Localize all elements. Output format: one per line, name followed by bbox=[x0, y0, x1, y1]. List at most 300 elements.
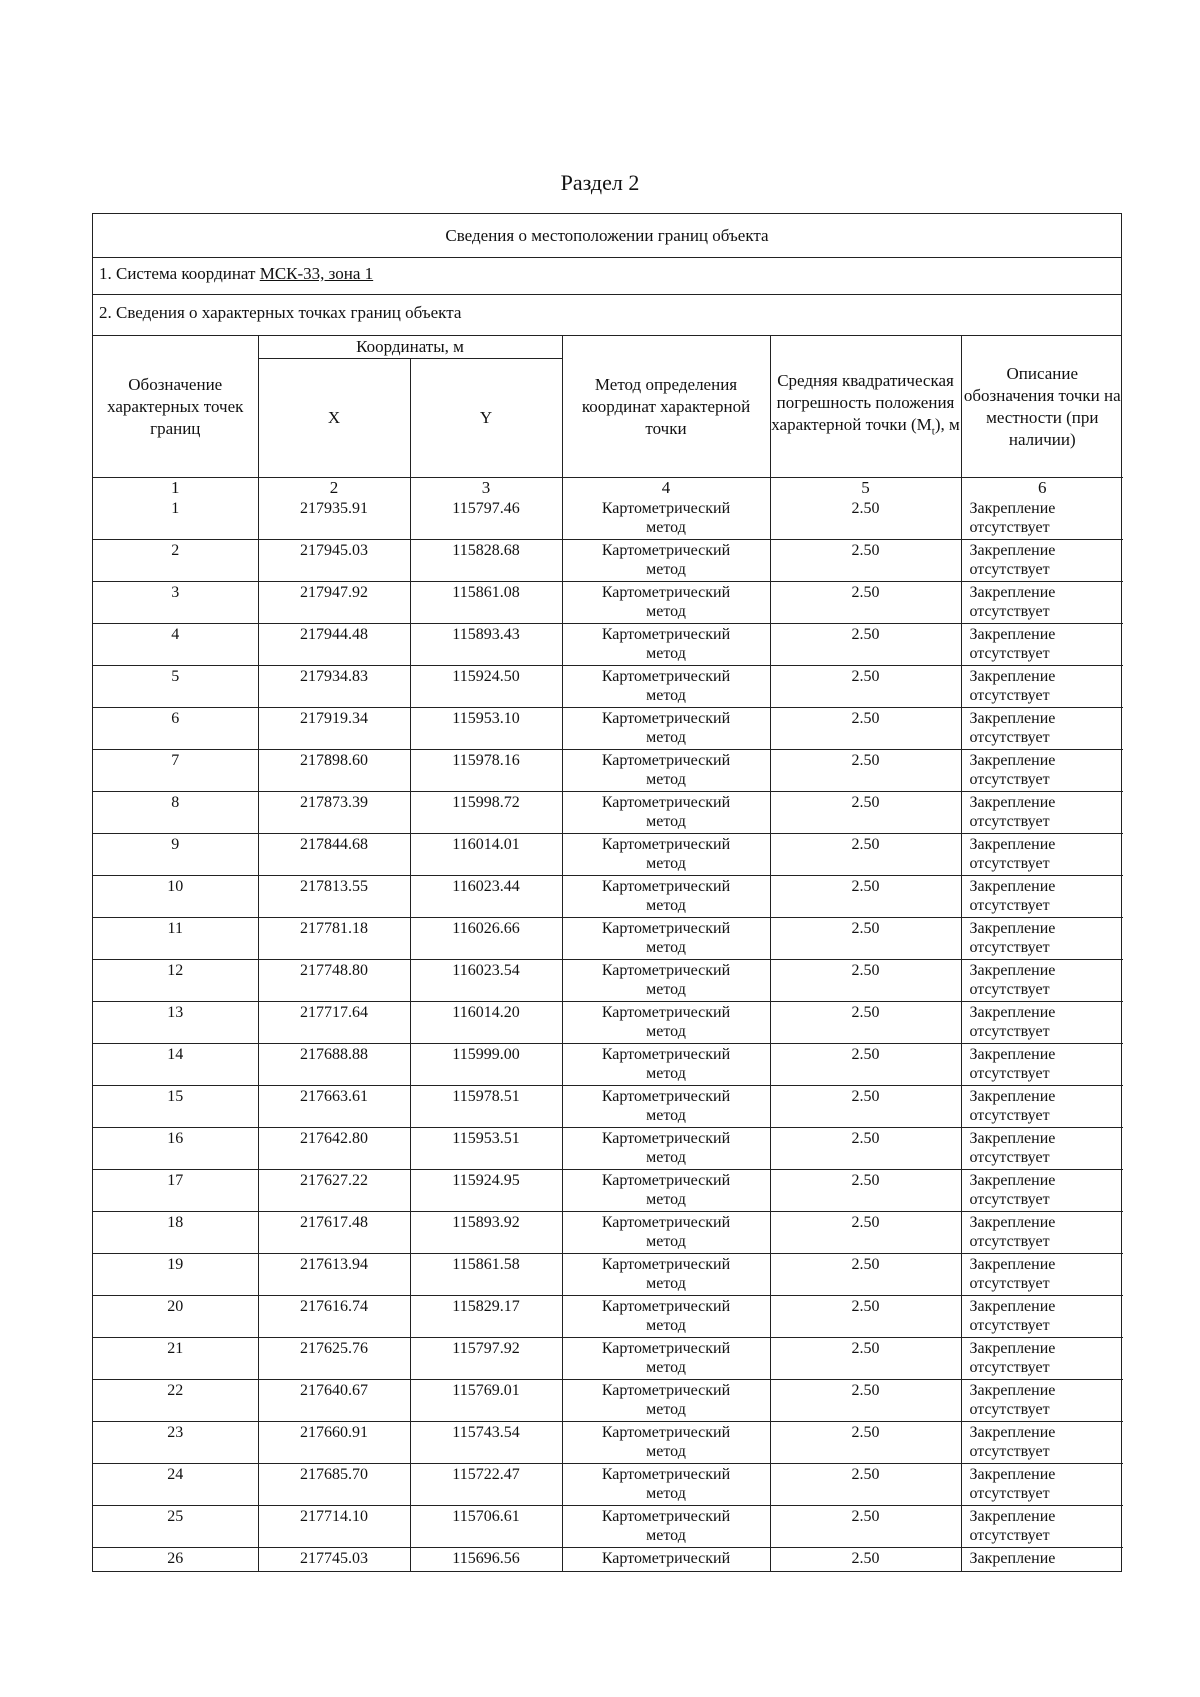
method-line: метод bbox=[646, 981, 686, 998]
method-cell bbox=[562, 540, 770, 582]
x-coordinate-cell: 217945.03 bbox=[258, 540, 410, 582]
table-row bbox=[93, 1338, 1123, 1380]
description-line: Закрепление bbox=[969, 1256, 1056, 1273]
description-line: Закрепление bbox=[969, 1214, 1056, 1231]
point-number-cell: 10 bbox=[93, 876, 258, 918]
description-line: Закрепление bbox=[969, 878, 1056, 895]
error-value-cell: 2.50 bbox=[770, 1380, 961, 1422]
y-coordinate-cell: 115999.00 bbox=[410, 1044, 562, 1086]
point-number-cell: 1 bbox=[93, 498, 258, 540]
table-row bbox=[93, 750, 1123, 792]
error-value-cell: 2.50 bbox=[770, 960, 961, 1002]
description-line: отсутствует bbox=[969, 519, 1050, 536]
method-cell bbox=[562, 792, 770, 834]
description-cell bbox=[961, 876, 1123, 918]
table-row bbox=[93, 876, 1123, 918]
description-line: отсутствует bbox=[969, 813, 1050, 830]
y-coordinate-cell: 115722.47 bbox=[410, 1464, 562, 1506]
y-coordinate-cell: 115769.01 bbox=[410, 1380, 562, 1422]
method-line: Картометрический bbox=[601, 668, 731, 685]
method-line: метод bbox=[646, 1359, 686, 1376]
y-coordinate-cell: 116023.54 bbox=[410, 960, 562, 1002]
column-number: 3 bbox=[410, 478, 562, 499]
description-cell bbox=[961, 1380, 1123, 1422]
method-line: метод bbox=[646, 1233, 686, 1250]
description-cell bbox=[961, 708, 1123, 750]
table-row bbox=[93, 624, 1123, 666]
section-title: Раздел 2 bbox=[560, 170, 640, 195]
error-value-cell: 2.50 bbox=[770, 624, 961, 666]
point-number-cell: 22 bbox=[93, 1380, 258, 1422]
description-cell bbox=[961, 1296, 1123, 1338]
table-row bbox=[93, 960, 1123, 1002]
point-number-cell: 25 bbox=[93, 1506, 258, 1548]
error-value-cell: 2.50 bbox=[770, 1170, 961, 1212]
description-line: отсутствует bbox=[969, 1107, 1050, 1124]
error-value-cell: 2.50 bbox=[770, 918, 961, 960]
point-number-cell: 3 bbox=[93, 582, 258, 624]
method-cell bbox=[562, 666, 770, 708]
description-line: Закрепление bbox=[969, 1340, 1056, 1357]
method-line: метод bbox=[646, 1191, 686, 1208]
point-number-cell: 24 bbox=[93, 1464, 258, 1506]
x-coordinate-cell: 217745.03 bbox=[258, 1548, 410, 1572]
column-numbers-row bbox=[93, 478, 1123, 499]
method-line: метод bbox=[646, 1023, 686, 1040]
error-value-cell: 2.50 bbox=[770, 582, 961, 624]
method-line: Картометрический bbox=[601, 1424, 731, 1441]
description-cell bbox=[961, 1254, 1123, 1296]
column-number: 5 bbox=[770, 478, 961, 499]
description-line: отсутствует bbox=[969, 645, 1050, 662]
description-line: Закрепление bbox=[969, 542, 1056, 559]
table-row bbox=[93, 708, 1123, 750]
table-row bbox=[93, 666, 1123, 708]
method-cell bbox=[562, 1422, 770, 1464]
point-number-cell: 7 bbox=[93, 750, 258, 792]
error-value-cell: 2.50 bbox=[770, 1212, 961, 1254]
column-header-x: X bbox=[258, 359, 410, 478]
description-line: отсутствует bbox=[969, 1065, 1050, 1082]
table-row bbox=[93, 918, 1123, 960]
column-number: 6 bbox=[961, 478, 1123, 499]
point-number-cell: 15 bbox=[93, 1086, 258, 1128]
column-header-description: Описание обозначения точки на местности (при наличии) bbox=[961, 336, 1123, 478]
method-line: метод bbox=[646, 519, 686, 536]
method-line: метод bbox=[646, 1149, 686, 1166]
method-cell bbox=[562, 1464, 770, 1506]
description-line: отсутствует bbox=[969, 1233, 1050, 1250]
point-number-cell: 17 bbox=[93, 1170, 258, 1212]
point-number-cell: 14 bbox=[93, 1044, 258, 1086]
description-line: Закрепление bbox=[969, 500, 1056, 517]
x-coordinate-cell: 217844.68 bbox=[258, 834, 410, 876]
description-cell bbox=[961, 834, 1123, 876]
method-line: метод bbox=[646, 1317, 686, 1334]
x-coordinate-cell: 217625.76 bbox=[258, 1338, 410, 1380]
error-value-cell: 2.50 bbox=[770, 1044, 961, 1086]
point-number-cell: 9 bbox=[93, 834, 258, 876]
error-value-cell: 2.50 bbox=[770, 1254, 961, 1296]
error-value-cell: 2.50 bbox=[770, 1422, 961, 1464]
x-coordinate-cell: 217685.70 bbox=[258, 1464, 410, 1506]
description-line: отсутствует bbox=[969, 603, 1050, 620]
description-line: Закрепление bbox=[969, 1550, 1056, 1567]
x-coordinate-cell: 217613.94 bbox=[258, 1254, 410, 1296]
y-coordinate-cell: 115861.58 bbox=[410, 1254, 562, 1296]
column-number: 2 bbox=[258, 478, 410, 499]
y-coordinate-cell: 116023.44 bbox=[410, 876, 562, 918]
description-cell bbox=[961, 1548, 1123, 1572]
method-line: метод bbox=[646, 561, 686, 578]
error-value-cell: 2.50 bbox=[770, 834, 961, 876]
boundary-points-table bbox=[93, 336, 1123, 1571]
x-coordinate-cell: 217660.91 bbox=[258, 1422, 410, 1464]
column-header-designation: Обозначение характерных точек границ bbox=[93, 336, 258, 478]
method-cell bbox=[562, 1044, 770, 1086]
error-value-cell: 2.50 bbox=[770, 1548, 961, 1572]
column-number: 4 bbox=[562, 478, 770, 499]
description-line: отсутствует bbox=[969, 1023, 1050, 1040]
method-line: Картометрический bbox=[601, 1256, 731, 1273]
method-line: Картометрический bbox=[601, 752, 731, 769]
column-header-error-text: Средняя квадратическая погрешность положения характерной точки (M bbox=[771, 371, 955, 435]
table-row bbox=[93, 1128, 1123, 1170]
description-cell bbox=[961, 666, 1123, 708]
y-coordinate-cell: 115861.08 bbox=[410, 582, 562, 624]
table-row bbox=[93, 1254, 1123, 1296]
point-number-cell: 4 bbox=[93, 624, 258, 666]
description-cell bbox=[961, 792, 1123, 834]
method-line: метод bbox=[646, 687, 686, 704]
method-cell bbox=[562, 1380, 770, 1422]
y-coordinate-cell: 116014.01 bbox=[410, 834, 562, 876]
method-cell bbox=[562, 1128, 770, 1170]
x-coordinate-cell: 217627.22 bbox=[258, 1170, 410, 1212]
y-coordinate-cell: 115706.61 bbox=[410, 1506, 562, 1548]
method-line: метод bbox=[646, 729, 686, 746]
method-line: Картометрический bbox=[601, 1382, 731, 1399]
method-line: Картометрический bbox=[601, 584, 731, 601]
description-line: отсутствует bbox=[969, 981, 1050, 998]
x-coordinate-cell: 217935.91 bbox=[258, 498, 410, 540]
point-number-cell: 18 bbox=[93, 1212, 258, 1254]
method-cell bbox=[562, 1506, 770, 1548]
method-line: Картометрический bbox=[601, 1088, 731, 1105]
method-cell bbox=[562, 876, 770, 918]
y-coordinate-cell: 115743.54 bbox=[410, 1422, 562, 1464]
boundary-info-sheet bbox=[92, 213, 1122, 1572]
method-cell bbox=[562, 1548, 770, 1572]
description-cell bbox=[961, 1128, 1123, 1170]
description-line: Закрепление bbox=[969, 626, 1056, 643]
method-cell bbox=[562, 708, 770, 750]
x-coordinate-cell: 217714.10 bbox=[258, 1506, 410, 1548]
description-cell bbox=[961, 918, 1123, 960]
description-line: отсутствует bbox=[969, 1485, 1050, 1502]
description-cell bbox=[961, 960, 1123, 1002]
y-coordinate-cell: 115924.50 bbox=[410, 666, 562, 708]
description-cell bbox=[961, 1506, 1123, 1548]
table-row bbox=[93, 1296, 1123, 1338]
point-number-cell: 8 bbox=[93, 792, 258, 834]
description-cell bbox=[961, 624, 1123, 666]
x-coordinate-cell: 217663.61 bbox=[258, 1086, 410, 1128]
description-line: Закрепление bbox=[969, 1382, 1056, 1399]
error-value-cell: 2.50 bbox=[770, 540, 961, 582]
x-coordinate-cell: 217748.80 bbox=[258, 960, 410, 1002]
x-coordinate-cell: 217873.39 bbox=[258, 792, 410, 834]
y-coordinate-cell: 115978.51 bbox=[410, 1086, 562, 1128]
method-line: Картометрический bbox=[601, 794, 731, 811]
description-line: Закрепление bbox=[969, 668, 1056, 685]
x-coordinate-cell: 217640.67 bbox=[258, 1380, 410, 1422]
description-line: Закрепление bbox=[969, 710, 1056, 727]
description-line: Закрепление bbox=[969, 836, 1056, 853]
method-line: метод bbox=[646, 1065, 686, 1082]
column-header-method: Метод определения координат характерной точки bbox=[562, 336, 770, 478]
method-line: Картометрический bbox=[601, 1508, 731, 1525]
error-value-cell: 2.50 bbox=[770, 1506, 961, 1548]
point-number-cell: 12 bbox=[93, 960, 258, 1002]
y-coordinate-cell: 116014.20 bbox=[410, 1002, 562, 1044]
table-row bbox=[93, 834, 1123, 876]
description-line: отсутствует bbox=[969, 939, 1050, 956]
table-row bbox=[93, 1464, 1123, 1506]
coordinate-system-label: 1. Система координат bbox=[99, 264, 260, 283]
table-row bbox=[93, 792, 1123, 834]
description-line: Закрепление bbox=[969, 1508, 1056, 1525]
y-coordinate-cell: 115893.43 bbox=[410, 624, 562, 666]
x-coordinate-cell: 217717.64 bbox=[258, 1002, 410, 1044]
column-header-error-tail: ), м bbox=[934, 415, 960, 435]
method-cell bbox=[562, 582, 770, 624]
y-coordinate-cell: 115953.10 bbox=[410, 708, 562, 750]
x-coordinate-cell: 217642.80 bbox=[258, 1128, 410, 1170]
description-line: отсутствует bbox=[969, 561, 1050, 578]
method-line: Картометрический bbox=[601, 626, 731, 643]
point-number-cell: 26 bbox=[93, 1548, 258, 1572]
y-coordinate-cell: 115797.46 bbox=[410, 498, 562, 540]
method-line: метод bbox=[646, 1107, 686, 1124]
method-line: Картометрический bbox=[601, 878, 731, 895]
description-line: отсутствует bbox=[969, 1527, 1050, 1544]
description-line: Закрепление bbox=[969, 1004, 1056, 1021]
table-row bbox=[93, 1422, 1123, 1464]
method-cell bbox=[562, 1338, 770, 1380]
method-cell bbox=[562, 498, 770, 540]
method-cell bbox=[562, 1002, 770, 1044]
x-coordinate-cell: 217688.88 bbox=[258, 1044, 410, 1086]
table-row bbox=[93, 1548, 1123, 1572]
description-cell bbox=[961, 1338, 1123, 1380]
point-number-cell: 6 bbox=[93, 708, 258, 750]
method-line: Картометрический bbox=[601, 920, 731, 937]
method-cell bbox=[562, 1086, 770, 1128]
method-line: Картометрический bbox=[601, 500, 731, 517]
table-row bbox=[93, 1170, 1123, 1212]
error-value-cell: 2.50 bbox=[770, 498, 961, 540]
method-line: метод bbox=[646, 645, 686, 662]
method-line: метод bbox=[646, 1443, 686, 1460]
y-coordinate-cell: 115924.95 bbox=[410, 1170, 562, 1212]
x-coordinate-cell: 217947.92 bbox=[258, 582, 410, 624]
description-line: Закрепление bbox=[969, 1046, 1056, 1063]
error-value-cell: 2.50 bbox=[770, 792, 961, 834]
table-row bbox=[93, 540, 1123, 582]
description-line: отсутствует bbox=[969, 729, 1050, 746]
method-line: Картометрический bbox=[601, 1298, 731, 1315]
description-line: отсутствует bbox=[969, 1401, 1050, 1418]
method-line: Картометрический bbox=[601, 1130, 731, 1147]
point-number-cell: 11 bbox=[93, 918, 258, 960]
point-number-cell: 5 bbox=[93, 666, 258, 708]
method-line: Картометрический bbox=[601, 1466, 731, 1483]
point-number-cell: 19 bbox=[93, 1254, 258, 1296]
method-line: Картометрический bbox=[601, 710, 731, 727]
method-line: метод bbox=[646, 1275, 686, 1292]
error-value-cell: 2.50 bbox=[770, 708, 961, 750]
y-coordinate-cell: 115829.17 bbox=[410, 1296, 562, 1338]
y-coordinate-cell: 116026.66 bbox=[410, 918, 562, 960]
description-line: Закрепление bbox=[969, 1298, 1056, 1315]
y-coordinate-cell: 115797.92 bbox=[410, 1338, 562, 1380]
description-line: Закрепление bbox=[969, 794, 1056, 811]
y-coordinate-cell: 115893.92 bbox=[410, 1212, 562, 1254]
table-row bbox=[93, 1212, 1123, 1254]
point-number-cell: 16 bbox=[93, 1128, 258, 1170]
description-line: Закрепление bbox=[969, 752, 1056, 769]
method-line: Картометрический bbox=[601, 1340, 731, 1357]
description-line: отсутствует bbox=[969, 1359, 1050, 1376]
method-line: метод bbox=[646, 1485, 686, 1502]
description-line: Закрепление bbox=[969, 1466, 1056, 1483]
y-coordinate-cell: 115953.51 bbox=[410, 1128, 562, 1170]
point-number-cell: 21 bbox=[93, 1338, 258, 1380]
column-header-coordinates: Координаты, м bbox=[258, 336, 562, 359]
column-header-y: Y bbox=[410, 359, 562, 478]
table-body bbox=[93, 498, 1123, 1571]
method-line: метод bbox=[646, 897, 686, 914]
point-number-cell: 2 bbox=[93, 540, 258, 582]
description-cell bbox=[961, 1212, 1123, 1254]
column-header-error bbox=[770, 336, 961, 478]
description-line: отсутствует bbox=[969, 687, 1050, 704]
error-value-cell: 2.50 bbox=[770, 1296, 961, 1338]
method-cell bbox=[562, 960, 770, 1002]
error-value-cell: 2.50 bbox=[770, 750, 961, 792]
method-line: Картометрический bbox=[601, 1550, 731, 1567]
x-coordinate-cell: 217617.48 bbox=[258, 1212, 410, 1254]
x-coordinate-cell: 217934.83 bbox=[258, 666, 410, 708]
method-line: метод bbox=[646, 1401, 686, 1418]
method-line: метод bbox=[646, 813, 686, 830]
description-cell bbox=[961, 1002, 1123, 1044]
description-cell bbox=[961, 1170, 1123, 1212]
column-number: 1 bbox=[93, 478, 258, 499]
method-line: Картометрический bbox=[601, 542, 731, 559]
description-line: отсутствует bbox=[969, 1275, 1050, 1292]
description-line: Закрепление bbox=[969, 584, 1056, 601]
method-line: Картометрический bbox=[601, 836, 731, 853]
table-row bbox=[93, 498, 1123, 540]
method-cell bbox=[562, 1296, 770, 1338]
description-line: Закрепление bbox=[969, 1130, 1056, 1147]
description-cell bbox=[961, 582, 1123, 624]
description-cell bbox=[961, 750, 1123, 792]
y-coordinate-cell: 115978.16 bbox=[410, 750, 562, 792]
point-number-cell: 20 bbox=[93, 1296, 258, 1338]
method-line: метод bbox=[646, 939, 686, 956]
method-cell bbox=[562, 918, 770, 960]
method-cell bbox=[562, 624, 770, 666]
method-cell bbox=[562, 834, 770, 876]
method-line: Картометрический bbox=[601, 1172, 731, 1189]
method-cell bbox=[562, 1254, 770, 1296]
method-line: Картометрический bbox=[601, 1004, 731, 1021]
description-line: отсутствует bbox=[969, 897, 1050, 914]
x-coordinate-cell: 217944.48 bbox=[258, 624, 410, 666]
description-line: отсутствует bbox=[969, 1443, 1050, 1460]
sheet-header-title: Сведения о местоположении границ объекта bbox=[93, 214, 1121, 258]
error-value-cell: 2.50 bbox=[770, 1128, 961, 1170]
method-cell bbox=[562, 1170, 770, 1212]
error-value-cell: 2.50 bbox=[770, 1086, 961, 1128]
point-number-cell: 23 bbox=[93, 1422, 258, 1464]
method-line: метод bbox=[646, 855, 686, 872]
x-coordinate-cell: 217813.55 bbox=[258, 876, 410, 918]
table-row bbox=[93, 1506, 1123, 1548]
description-line: Закрепление bbox=[969, 962, 1056, 979]
method-cell bbox=[562, 750, 770, 792]
points-heading: 2. Сведения о характерных точках границ объекта bbox=[93, 295, 1121, 336]
table-row bbox=[93, 1044, 1123, 1086]
description-cell bbox=[961, 1422, 1123, 1464]
description-cell bbox=[961, 540, 1123, 582]
error-value-cell: 2.50 bbox=[770, 1002, 961, 1044]
method-line: метод bbox=[646, 771, 686, 788]
method-line: метод bbox=[646, 1527, 686, 1544]
description-line: отсутствует bbox=[969, 771, 1050, 788]
table-row bbox=[93, 1380, 1123, 1422]
description-cell bbox=[961, 1464, 1123, 1506]
description-cell bbox=[961, 498, 1123, 540]
description-line: Закрепление bbox=[969, 1088, 1056, 1105]
method-line: Картометрический bbox=[601, 1214, 731, 1231]
description-line: отсутствует bbox=[969, 1149, 1050, 1166]
point-number-cell: 13 bbox=[93, 1002, 258, 1044]
method-line: Картометрический bbox=[601, 962, 731, 979]
method-cell bbox=[562, 1212, 770, 1254]
description-cell bbox=[961, 1044, 1123, 1086]
description-line: отсутствует bbox=[969, 855, 1050, 872]
x-coordinate-cell: 217919.34 bbox=[258, 708, 410, 750]
error-value-cell: 2.50 bbox=[770, 876, 961, 918]
error-value-cell: 2.50 bbox=[770, 1464, 961, 1506]
y-coordinate-cell: 115696.56 bbox=[410, 1548, 562, 1572]
description-line: Закрепление bbox=[969, 1424, 1056, 1441]
table-row bbox=[93, 1002, 1123, 1044]
method-line: метод bbox=[646, 603, 686, 620]
error-value-cell: 2.50 bbox=[770, 666, 961, 708]
table-row bbox=[93, 582, 1123, 624]
y-coordinate-cell: 115828.68 bbox=[410, 540, 562, 582]
x-coordinate-cell: 217781.18 bbox=[258, 918, 410, 960]
y-coordinate-cell: 115998.72 bbox=[410, 792, 562, 834]
x-coordinate-cell: 217616.74 bbox=[258, 1296, 410, 1338]
column-header-error-sub: t bbox=[931, 425, 935, 438]
method-line: Картометрический bbox=[601, 1046, 731, 1063]
